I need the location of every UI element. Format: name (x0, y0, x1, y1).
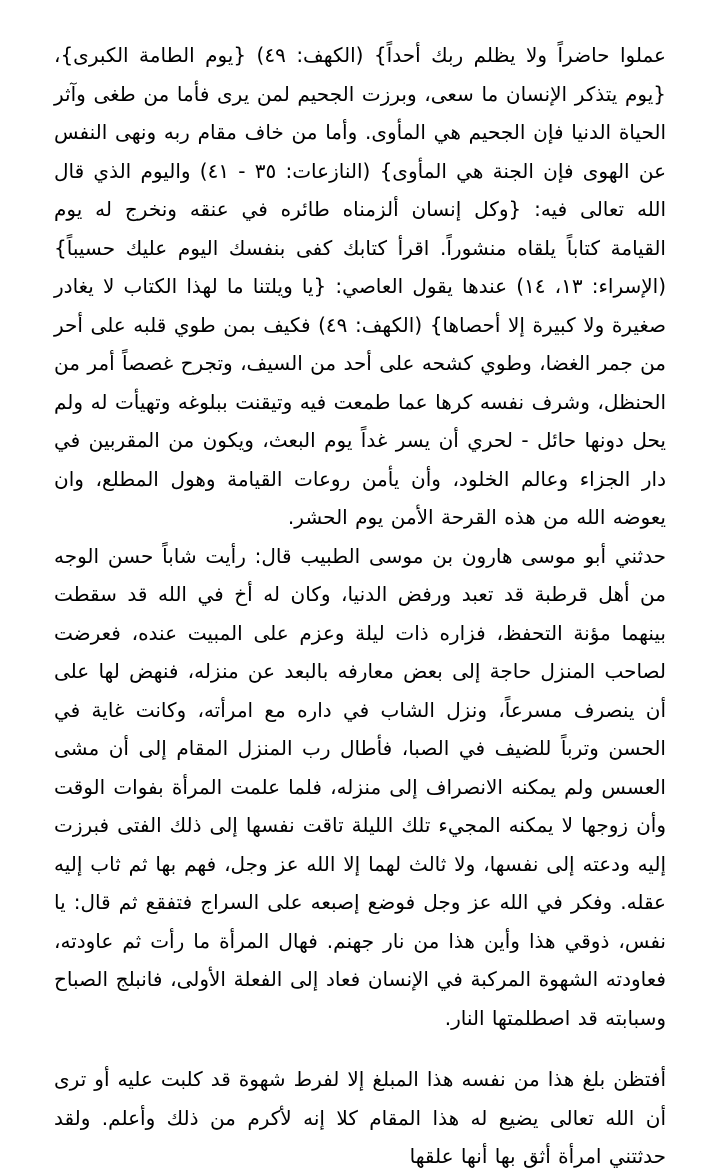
paragraph-quran-commentary: عملوا حاضراً ولا يظلم ربك أحداً} (الكهف: ٤٩) {يوم الطامة الكبرى}، {يوم يتذكر الإنسان ما سعى، وبرزت الجحيم لمن يرى فأما من طغى وآثر الحياة الدنيا فإن الجحيم هي المأوى. وأما من خاف مقام ربه ونهى النفس عن الهوى فإن الجنة هي المأوى} (النازعات: ٣٥ - ٤١) واليوم الذي قال الله تعالى فيه: {وكل إنسان ألزمناه طائره في عنقه ونخرج له يوم القيامة كتاباً يلقاه منشوراً. اقرأ كتابك كفى بنفسك اليوم عليك حسيباً} (الإسراء: ١٣، ١٤) عندها يقول العاصي: {يا ويلتنا ما لهذا الكتاب لا يغادر صغيرة ولا كبيرة إلا أحصاها} (الكهف: ٤٩) فكيف بمن طوي قلبه على أحر من جمر الغضا، وطوي كشحه على أحد من السيف، وتجرح غصصاً أمر من الحنظل، وشرف نفسه كرها عما طمعت فيه وتيقنت ببلوغه وتهيأت له ولم يحل دونها حائل - لحري أن يسر غداً يوم البعث، ويكون من المقربين في دار الجزاء وعالم الخلود، وأن يأمن روعات القيامة وهول المطلع، وان يعوضه الله من هذه القرحة الأمن يوم الحشر. (54, 43, 666, 529)
paragraph-closing-remark: أفتظن بلغ هذا من نفسه هذا المبلغ إلا لفرط شهوة قد كلبت عليه أو ترى أن الله تعالى يضيع له هذا المقام كلا إنه لأكرم من ذلك وأعلم. ولقد حدثتني امرأة أثق بها أنها علقها (54, 1067, 666, 1168)
paragraph-story-abu-musa: حدثني أبو موسى هارون بن موسى الطبيب قال: رأيت شاباً حسن الوجه من أهل قرطبة قد تعبد ورفض الدنيا، وكان له أخ في الله قد سقطت بينهما مؤنة التحفظ، فزاره ذات ليلة وعزم على المبيت عنده، فعرضت لصاحب المنزل حاجة إلى بعض معارفه بالبعد عن منزله، فنهض لها على أن ينصرف مسرعاً، ونزل الشاب في داره مع امرأته، وكانت غاية في الحسن وترباً للضيف في الصبا، فأطال رب المنزل المقام إلى أن مشى العسس ولم يمكنه الانصراف إلى منزله، فلما علمت المرأة بفوات الوقت وأن زوجها لا يمكنه المجيء تلك الليلة تاقت نفسها إلى ذلك الفتى فبرزت إليه ودعته إلى نفسها، ولا ثالث لهما إلا الله عز وجل، فهم بها ثم ثاب إليه عقله. وفكر في الله عز وجل فوضع إصبعه على السراج فتفقع ثم قال: يا نفس، ذوقي هذا وأين هذا من نار جهنم. فهال المرأة ما رأت ثم عاودته، فعاودته الشهوة المركبة في الإنسان فعاد إلى الفعلة الأولى، فانبلج الصباح وسبابته قد اصطلمتها النار. (54, 543, 666, 1030)
